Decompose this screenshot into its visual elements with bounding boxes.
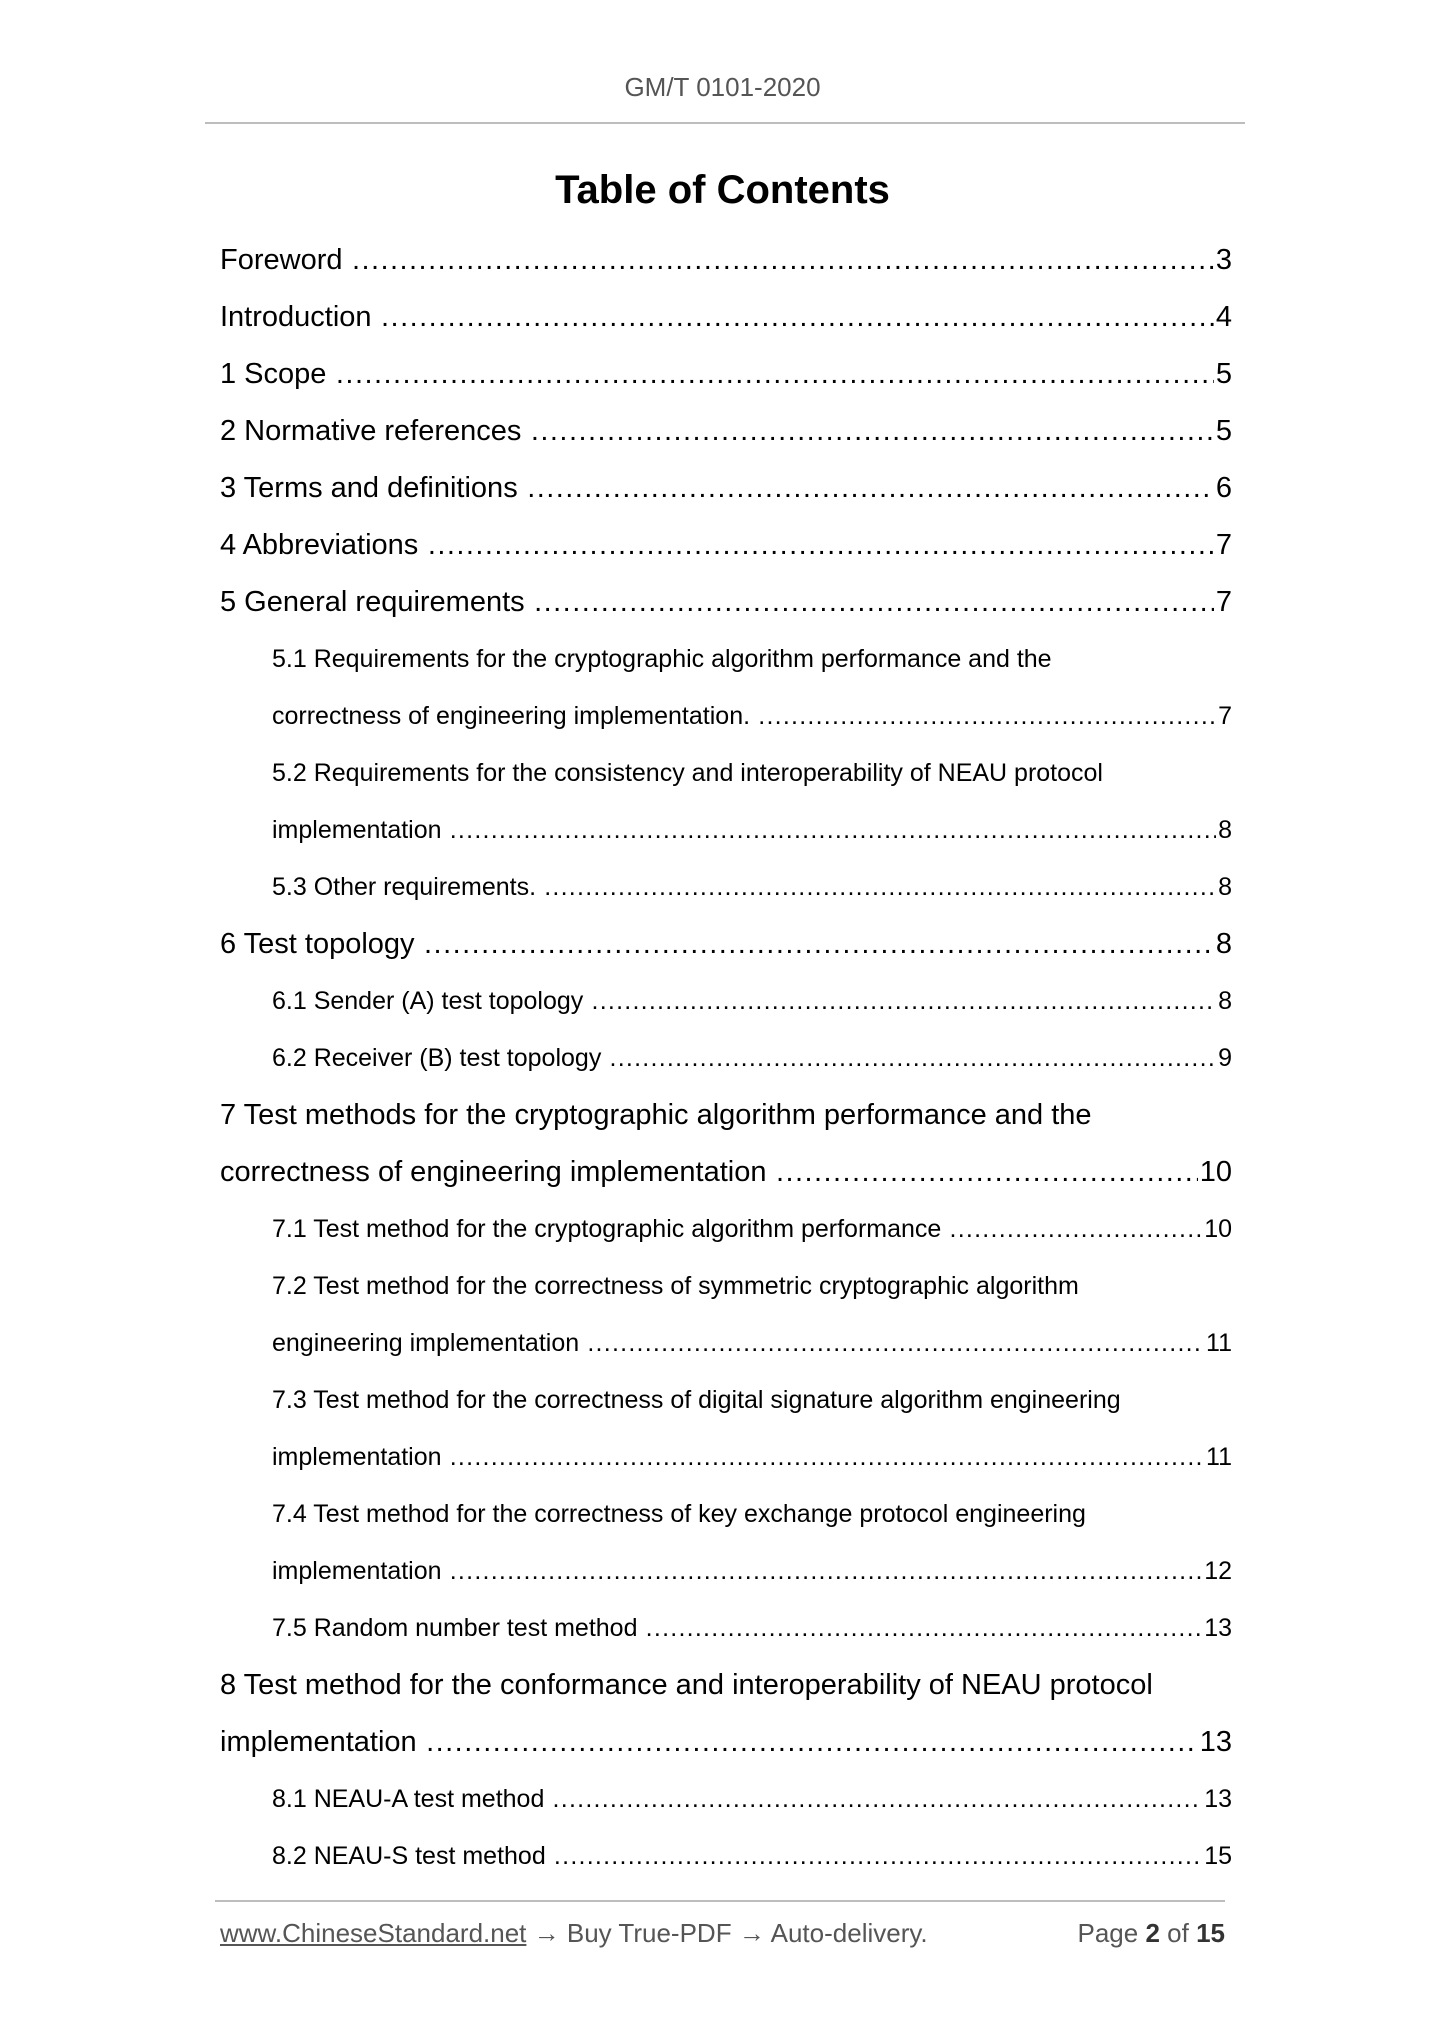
toc-entry-page: 13 bbox=[1204, 1785, 1232, 1813]
toc-entry-title: 6 Test topology ..... bbox=[220, 916, 1214, 973]
toc-entry-7-2[interactable] bbox=[272, 1258, 1232, 1372]
toc-entry-general-requirements[interactable] bbox=[220, 574, 1232, 631]
footer-promo bbox=[220, 1918, 928, 1949]
toc-entry-page: 10 bbox=[1199, 1156, 1232, 1188]
toc-entry-normative-references[interactable] bbox=[220, 403, 1232, 460]
toc-entry-5-3[interactable] bbox=[272, 859, 1232, 916]
toc-entry-title: 7.1 Test method for the cryptographic algorithm performance ..... bbox=[272, 1201, 1202, 1258]
toc-entry-6-1[interactable] bbox=[272, 973, 1232, 1030]
toc-entry-title: 7.5 Random number test method ..... bbox=[272, 1600, 1202, 1657]
arrow-right-icon: → bbox=[533, 1918, 560, 1948]
toc-entry-7[interactable] bbox=[220, 1087, 1232, 1201]
running-header: GM/T 0101-2020 bbox=[624, 72, 821, 102]
toc-entry-test-topology[interactable] bbox=[220, 916, 1232, 973]
toc-entry-title: 3 Terms and definitions ..... bbox=[220, 460, 1214, 517]
toc-entry-title-line2: correctness of engineering implementation ..... bbox=[220, 1144, 1198, 1201]
arrow-right-icon: → bbox=[738, 1918, 765, 1948]
table-of-contents bbox=[220, 232, 1232, 1885]
toc-entry-6-2[interactable] bbox=[272, 1030, 1232, 1087]
toc-entry-page: 13 bbox=[1204, 1614, 1232, 1642]
page-total: 15 bbox=[1196, 1918, 1225, 1948]
toc-entry-title: 8.1 NEAU-A test method ..... bbox=[272, 1771, 1202, 1828]
buy-text: Buy True-PDF bbox=[566, 1918, 732, 1948]
toc-entry-page: 8 bbox=[1215, 928, 1232, 960]
toc-entry-page: 13 bbox=[1199, 1726, 1232, 1758]
page-number bbox=[1077, 1918, 1225, 1949]
toc-entry-title-line1: 7 Test methods for the cryptographic algorithm performance and the bbox=[220, 1099, 1092, 1131]
toc-entry-title-line2: correctness of engineering implementation. ..... bbox=[272, 688, 1216, 745]
footer-divider bbox=[215, 1900, 1225, 1902]
toc-entry-7-4[interactable] bbox=[272, 1486, 1232, 1600]
toc-entry-page: 8 bbox=[1218, 987, 1232, 1015]
toc-entry-title-line1: 7.2 Test method for the correctness of symmetric cryptographic algorithm bbox=[272, 1272, 1079, 1300]
toc-entry-page: 7 bbox=[1218, 702, 1232, 730]
toc-title: Table of Contents bbox=[555, 168, 890, 212]
toc-entry-title: 1 Scope ..... bbox=[220, 346, 1214, 403]
toc-entry-page: 15 bbox=[1204, 1842, 1232, 1870]
toc-entry-page: 3 bbox=[1215, 244, 1232, 276]
toc-entry-abbreviations[interactable] bbox=[220, 517, 1232, 574]
page-current: 2 bbox=[1145, 1918, 1160, 1948]
toc-entry-7-3[interactable] bbox=[272, 1372, 1232, 1486]
toc-entry-5-2[interactable] bbox=[272, 745, 1232, 859]
toc-entry-page: 8 bbox=[1218, 873, 1232, 901]
toc-entry-title-line2: implementation ..... bbox=[220, 1714, 1198, 1771]
header-divider bbox=[205, 122, 1245, 124]
toc-entry-scope[interactable] bbox=[220, 346, 1232, 403]
of-label: of bbox=[1167, 1918, 1189, 1948]
toc-entry-title-line1: 7.4 Test method for the correctness of key exchange protocol engineering bbox=[272, 1500, 1086, 1528]
toc-entry-title: Introduction ..... bbox=[220, 289, 1214, 346]
toc-entry-title-line2: implementation ..... bbox=[272, 1429, 1204, 1486]
toc-entry-title: 6.2 Receiver (B) test topology ..... bbox=[272, 1030, 1216, 1087]
toc-entry-8-2[interactable] bbox=[272, 1828, 1232, 1885]
toc-entry-page: 7 bbox=[1215, 586, 1232, 618]
toc-entry-8-1[interactable] bbox=[272, 1771, 1232, 1828]
toc-entry-title: Foreword ..... bbox=[220, 232, 1214, 289]
website-link[interactable]: www.ChineseStandard.net bbox=[220, 1918, 527, 1948]
toc-entry-title-line1: 8 Test method for the conformance and interoperability of NEAU protocol bbox=[220, 1669, 1153, 1701]
toc-entry-title: 5 General requirements ..... bbox=[220, 574, 1214, 631]
toc-entry-title-line2: implementation ..... bbox=[272, 1543, 1202, 1600]
toc-entry-terms-definitions[interactable] bbox=[220, 460, 1232, 517]
toc-entry-title-line2: implementation ..... bbox=[272, 802, 1216, 859]
toc-entry-title: 6.1 Sender (A) test topology ..... bbox=[272, 973, 1216, 1030]
toc-entry-page: 5 bbox=[1215, 358, 1232, 390]
toc-entry-page: 8 bbox=[1218, 816, 1232, 844]
toc-entry-page: 11 bbox=[1206, 1329, 1232, 1357]
toc-entry-7-1[interactable] bbox=[272, 1201, 1232, 1258]
toc-entry-page: 11 bbox=[1206, 1443, 1232, 1471]
toc-entry-title-line1: 7.3 Test method for the correctness of digital signature algorithm engineering bbox=[272, 1386, 1121, 1414]
toc-entry-page: 9 bbox=[1218, 1044, 1232, 1072]
toc-entry-title-line1: 5.1 Requirements for the cryptographic algorithm performance and the bbox=[272, 645, 1052, 673]
toc-entry-title-line1: 5.2 Requirements for the consistency and interoperability of NEAU protocol bbox=[272, 759, 1103, 787]
toc-entry-7-5[interactable] bbox=[272, 1600, 1232, 1657]
delivery-text: Auto-delivery. bbox=[770, 1918, 928, 1948]
toc-entry-title: 5.3 Other requirements. ..... bbox=[272, 859, 1216, 916]
toc-entry-page: 4 bbox=[1215, 301, 1232, 333]
toc-entry-title: 2 Normative references ..... bbox=[220, 403, 1214, 460]
toc-entry-title: 4 Abbreviations ..... bbox=[220, 517, 1214, 574]
toc-entry-page: 6 bbox=[1215, 472, 1232, 504]
toc-entry-page: 12 bbox=[1204, 1557, 1232, 1585]
toc-entry-8[interactable] bbox=[220, 1657, 1232, 1771]
toc-entry-foreword[interactable] bbox=[220, 232, 1232, 289]
toc-entry-page: 10 bbox=[1204, 1215, 1232, 1243]
toc-entry-title-line2: engineering implementation ..... bbox=[272, 1315, 1204, 1372]
toc-entry-title: 8.2 NEAU-S test method ..... bbox=[272, 1828, 1202, 1885]
page-label: Page bbox=[1077, 1918, 1139, 1948]
toc-entry-page: 5 bbox=[1215, 415, 1232, 447]
toc-entry-page: 7 bbox=[1215, 529, 1232, 561]
toc-entry-5-1[interactable] bbox=[272, 631, 1232, 745]
toc-entry-introduction[interactable] bbox=[220, 289, 1232, 346]
